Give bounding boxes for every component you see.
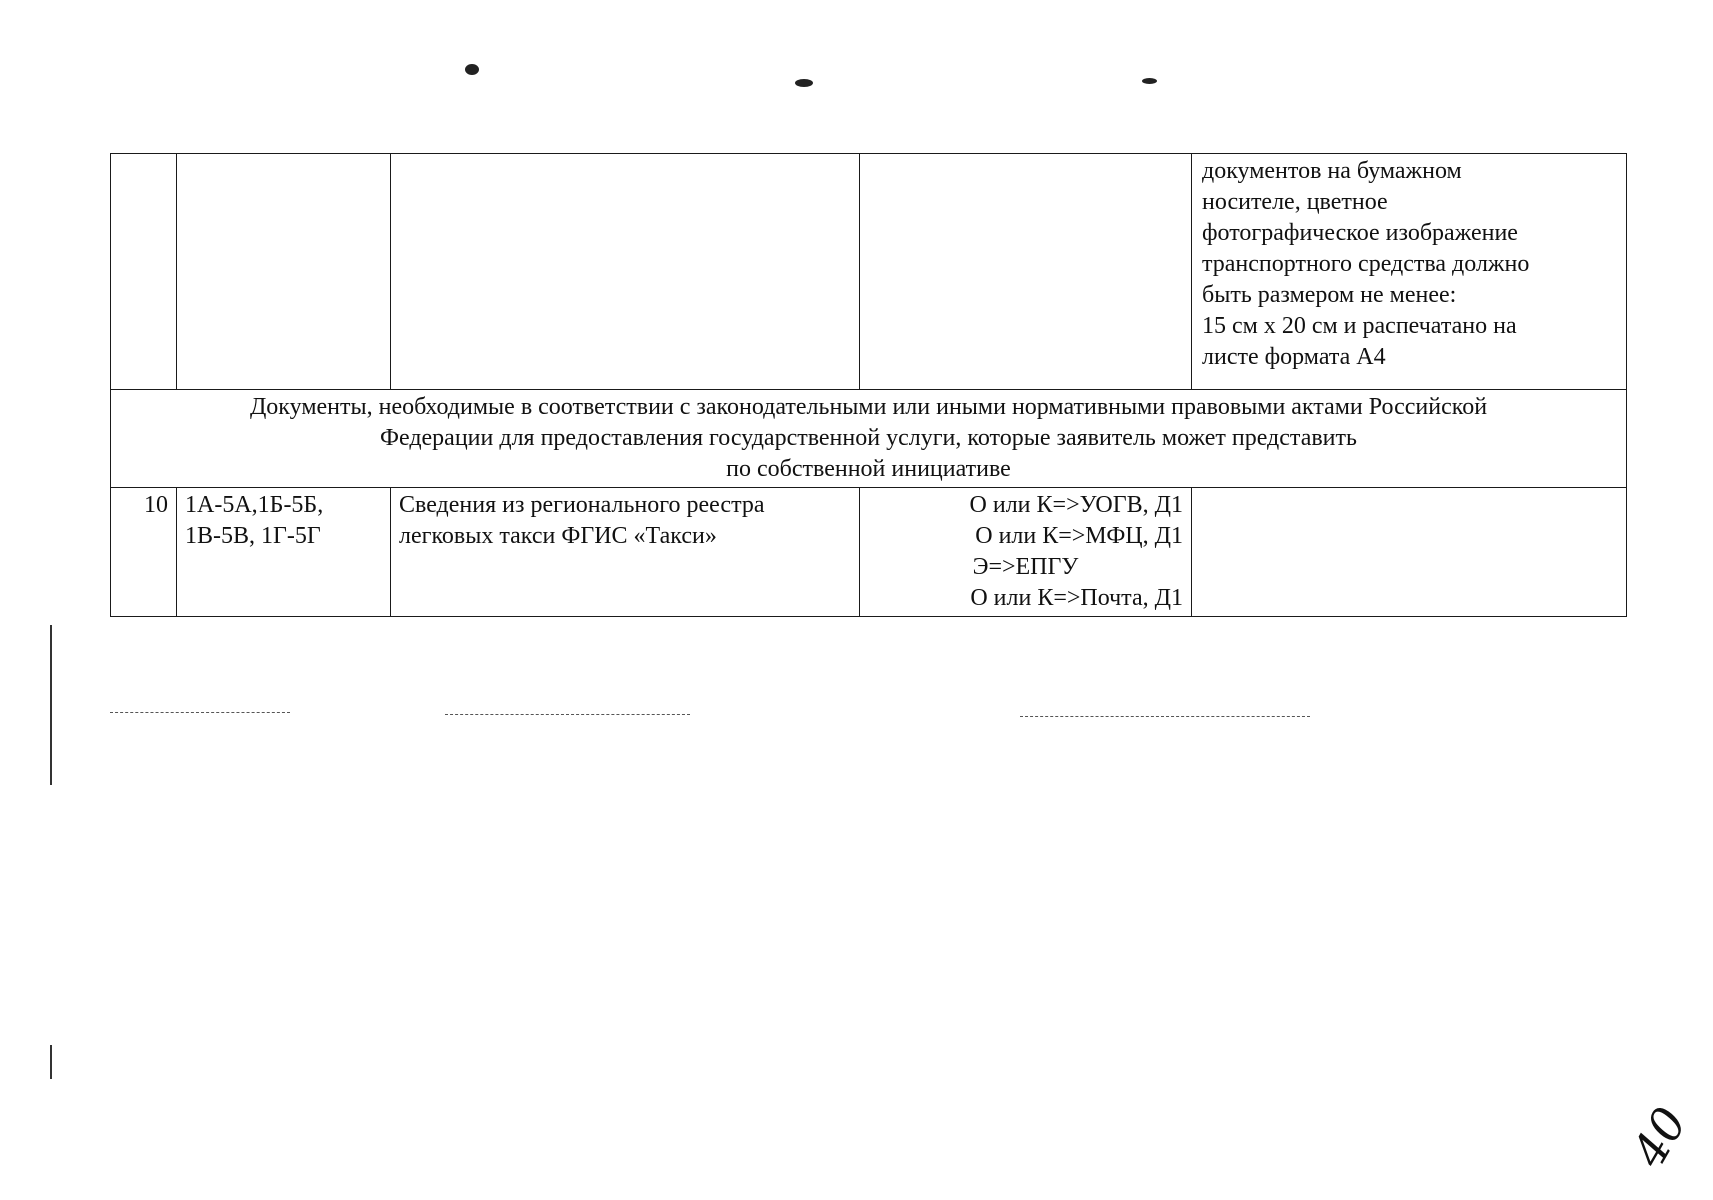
delivery-line: О или К=>МФЦ, Д1 [975, 523, 1183, 549]
scan-dash-line [445, 714, 690, 715]
delivery-line: Э=>ЕПГУ [972, 554, 1079, 580]
scan-speck [795, 79, 813, 87]
requirements-line: 15 см х 20 см и распечатано на [1202, 313, 1517, 339]
cell-categories [177, 154, 391, 390]
section-header-line: Документы, необходимые в соответствии с законодательными или иными нормативными правовыми актами Российской [249, 394, 1488, 420]
requirements-line: фотографическое изображение [1202, 220, 1518, 246]
row-categories [177, 488, 391, 617]
scan-dash-line [1020, 716, 1310, 717]
section-header-row [111, 390, 1627, 488]
section-header [111, 390, 1627, 488]
document-line: Сведения из регионального реестра [399, 492, 765, 518]
table-row [111, 488, 1627, 617]
row-number: 10 [111, 488, 177, 617]
cell-number [111, 154, 177, 390]
cell-delivery [860, 154, 1192, 390]
cell-document [391, 154, 860, 390]
delivery-line: О или К=>УОГВ, Д1 [969, 492, 1183, 518]
scan-edge-line [50, 625, 52, 785]
row-delivery [860, 488, 1192, 617]
requirements-line: документов на бумажном [1202, 158, 1462, 184]
table-row-continued [111, 154, 1627, 390]
documents-table [110, 153, 1627, 617]
delivery-line: О или К=>Почта, Д1 [970, 585, 1183, 611]
requirements-line: транспортного средства должно [1202, 251, 1530, 277]
document-line: легковых такси ФГИС «Такси» [399, 523, 717, 549]
requirements-line: быть размером не менее: [1202, 282, 1457, 308]
scan-edge-line [50, 1045, 52, 1079]
section-header-line: по собственной инициативе [726, 456, 1011, 482]
requirements-line: листе формата А4 [1202, 344, 1386, 370]
handwritten-page-number: 40 [1621, 1098, 1698, 1176]
row-document [391, 488, 860, 617]
requirements-line: носителе, цветное [1202, 189, 1388, 215]
scan-dash-line [110, 712, 290, 713]
scan-speck [1142, 78, 1157, 84]
scan-speck [465, 64, 479, 75]
categories-line: 1В-5В, 1Г-5Г [185, 523, 321, 549]
row-requirements [1192, 488, 1627, 617]
cell-requirements [1192, 154, 1627, 390]
categories-line: 1А-5А,1Б-5Б, [185, 492, 324, 518]
section-header-line: Федерации для предоставления государственной услуги, которые заявитель может представить [380, 425, 1357, 451]
